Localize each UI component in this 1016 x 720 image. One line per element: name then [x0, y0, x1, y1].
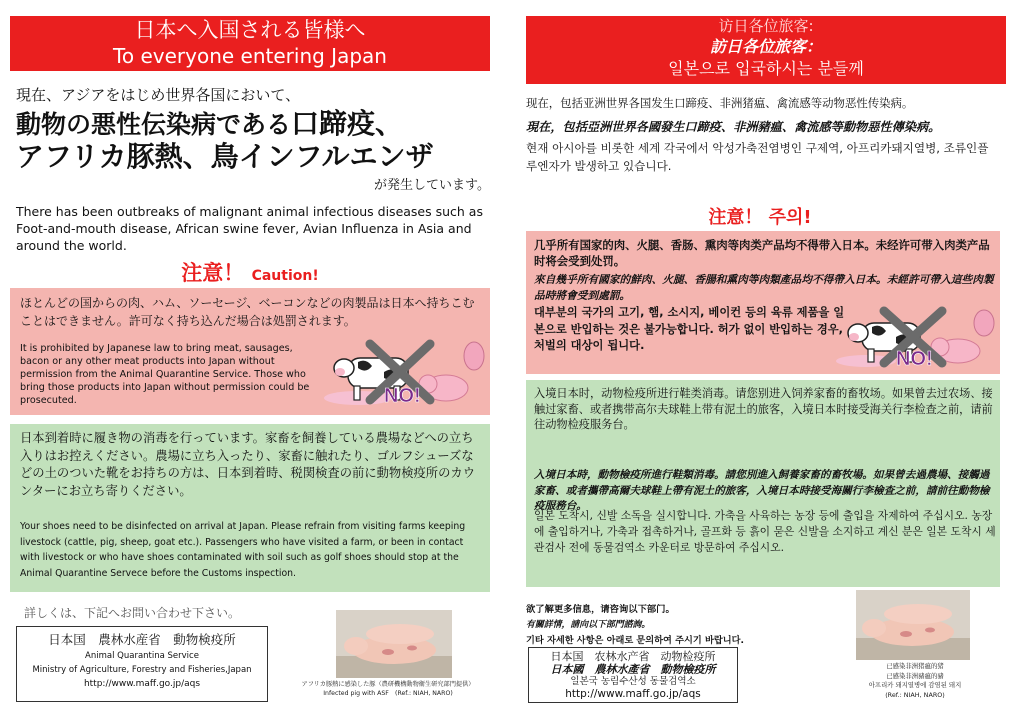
infected-pig-photo: [856, 590, 970, 660]
caution-en: Caution!: [251, 268, 319, 284]
no-label: NO!: [896, 348, 933, 370]
contact-org-jp: 日本国 農林水産省 動物検疫所: [48, 632, 236, 647]
contact-url-link[interactable]: http://www.maff.go.jp/aqs: [83, 679, 201, 689]
meat-prohibition-cn: 几乎所有国家的肉、火腿、香肠、熏肉等肉类产品均不得带入日本。未经许可带入肉类产品时将会受到处罚。: [534, 238, 990, 268]
banner-title-tw: 訪日各位旅客：: [709, 37, 822, 56]
contact-org-en-1: Animal Quarantina Service: [85, 651, 199, 661]
contact-heading-cn: 欲了解更多信息，请咨询以下部门。: [526, 604, 675, 615]
caution-jp: 注意！: [181, 261, 245, 285]
title-banner: [526, 16, 1006, 84]
photo-caption-jp: アフリカ豚熱に感染した豚（農研機構動物衛生研究部門提供）: [301, 681, 475, 688]
intro-line-cn: 现在，包括亚洲世界各国发生口蹄疫、非洲猪瘟、禽流感等动物恶性传染病。: [526, 96, 914, 110]
contact-org-kr: 일본국 농림수산성 동물검역소: [570, 676, 696, 687]
photo-caption-ref: (Ref.: NIAH, NARO): [885, 690, 945, 699]
contact-heading-tw: 有關詳情，請向以下部門諮詢。: [526, 620, 651, 630]
contact-url-link[interactable]: http://www.maff.go.jp/aqs: [565, 688, 701, 700]
no-label: NO!: [384, 385, 421, 407]
banner-title-kr: 일본으로 입국하시는 분들께: [668, 59, 864, 78]
photo-caption-kr: 아프리카 돼지열병에 감염된 돼지: [868, 681, 962, 689]
shoe-disinfection-tw: 入境日本時，動物檢疫所進行鞋類消毒。請您別進入飼養家畜的畜牧場。如果曾去過農場、接觸過家畜、或者攜帶高爾夫球鞋上帶有泥土的旅客，入境日本時接受海關行李檢查之前，請前往動物檢疫服務台。: [534, 469, 990, 512]
contact-org-en-2: Ministry of Agriculture, Forestry and Fisheries,Japan: [32, 665, 252, 675]
intro-line-4: が発生しています。: [374, 178, 490, 193]
meat-prohibition-jp: ほとんどの国からの肉、ハム、ソーセージ、ベーコンなどの肉製品は日本へ持ちこむことはできません。許可なく持ち込んだ場合は処罰されます。: [20, 296, 475, 328]
photo-caption: [278, 680, 498, 698]
intro-line-tw: 現在，包括亞洲世界各國發生口蹄疫、非洲豬瘟、禽流感等動物惡性傳染病。: [526, 120, 941, 134]
contact-heading-kr: 기타 자세한 사항은 아래로 문의하여 주시기 바랍니다.: [526, 635, 744, 646]
shoe-disinfection-kr: 일본 도착시, 신발 소독을 실시합니다. 가축을 사육하는 농장 등에 출입을 자제하여 주십시오. 농장에 출입하거나, 가축과 접촉하거나, 골프화 등 흙이 묻은 신발을 소지하고 계신 분은 일본 도착시 세관검사 전에 동물검역소 카운터로 방문하여 주십시오.: [534, 509, 996, 554]
shoe-disinfection-cn: 入境日本时，动物检疫所进行鞋类消毒。请您别进入饲养家畜的畜牧场。如果曾去过农场、接触过家畜、或者携带高尔夫球鞋上带有泥土的旅客，入境日本时接受海关行李检查之前，请前往动物检疫服务台。: [534, 387, 993, 431]
meat-prohibition-en: It is prohibited by Japanese law to bring meat, sausages, bacon or any other meat products into Japan without permission from the Animal Quarantine Service. Those who bring those products into Japan without permission could be prosecuted.: [20, 343, 310, 406]
contact-box: [16, 626, 268, 702]
meat-prohibition-kr: 대부분의 국가의 고기, 햄, 소시지, 베이컨 등의 육류 제품을 일본으로 반입하는 것은 불가능합니다. 허가 없이 반입하는 경우, 처벌의 대상이 됩니다.: [534, 306, 845, 352]
intro-line-2a: 動物の悪性伝染病である: [16, 110, 292, 139]
shoe-disinfection-jp: 日本到着時に履き物の消毒を行っています。家畜を飼養している農場などへの立ち入りはお控えください。農場に立ち入ったり、家畜に触れたり、ゴルフシューズなどの土のついた靴をお持ちの方は、日本到着時、税関検査の前に動物検疫所のカウンターにお立ち寄りください。: [20, 431, 475, 498]
chinese-korean-page: [520, 0, 1010, 720]
intro-english: There has been outbreaks of malignant animal infectious diseases such as Foot-and-mouth disease, African swine fever, Avian Influenza in Asia and around the world.: [16, 204, 483, 253]
contact-org-tw: 日本國 農林水產省 動物檢疫所: [550, 663, 716, 676]
intro-line-1: 現在、アジアをはじめ世界各国において、: [16, 86, 301, 104]
meat-prohibition-tw: 來自幾乎所有國家的鮮肉、火腿、香腸和熏肉等肉類產品均不得帶入日本。未經許可帶入這些肉製品時將會受到處罰。: [534, 273, 994, 302]
intro-line-kr: 현재 아시아를 비롯한 세계 각국에서 악성가축전염병인 구제역, 아프리카돼지열병, 조류인플루엔자가 발생하고 있습니다.: [526, 141, 989, 173]
shoe-disinfection-box: [526, 380, 1000, 587]
photo-caption-tw: 已感染非洲豬瘟的豬: [886, 671, 944, 680]
contact-org-cn: 日本国 农林水产省 动物检疫所: [550, 650, 716, 663]
contact-heading: 詳しくは、下記へお問い合わせ下さい。: [24, 606, 241, 620]
banner-title-en: To everyone entering Japan: [113, 44, 387, 68]
title-banner: [10, 16, 490, 71]
photo-caption: [810, 662, 1016, 700]
ham-icon: [464, 342, 484, 370]
caution-heading: [10, 257, 490, 287]
banner-title-cn: 访日各位旅客:: [718, 17, 814, 35]
caution-heading: 注意！ 주의!: [708, 207, 812, 228]
shoe-disinfection-box: [10, 424, 490, 592]
intro-line-3: アフリカ豚熱、鳥インフルエンザ: [16, 140, 434, 173]
photo-caption-en: Infected pig with ASF (Ref.: NIAH, NARO): [323, 690, 453, 697]
banner-title-jp: 日本へ入国される皆様へ: [134, 18, 366, 42]
intro-headline: [16, 108, 496, 174]
ham-icon: [974, 310, 994, 336]
no-meat-illustration: [832, 305, 996, 371]
japanese-english-page: [10, 0, 500, 720]
photo-caption-cn: 已感染非洲猪瘟的猪: [886, 662, 944, 670]
contact-box: [528, 647, 738, 703]
intro-line-2b: 口蹄疫、: [291, 107, 404, 140]
no-meat-illustration: [318, 336, 486, 410]
shoe-disinfection-en: Your shoes need to be disinfected on arrival at Japan. Please refrain from visiting farms keeping livestock (cattle, pig, sheep, goat etc.). Passengers who have visited a farm, or been in contact with livestock or who have shoes contaminated with soil such as golf shoes should stop at the Animal Quarantine Servece before the Customs inspection.: [20, 521, 466, 579]
infected-pig-photo: [336, 610, 452, 678]
